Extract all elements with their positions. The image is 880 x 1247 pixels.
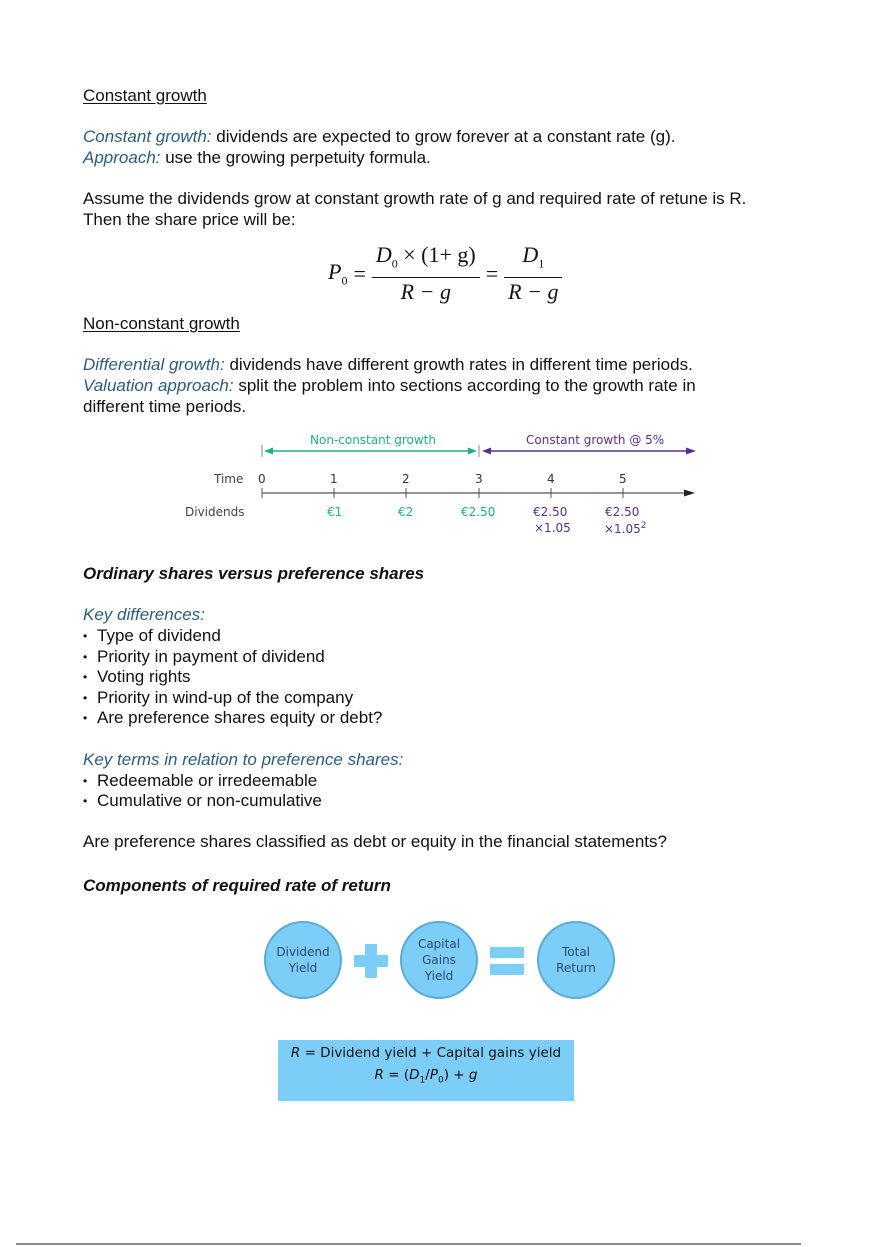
section-heading-non-constant-growth: Non-constant growth xyxy=(83,314,240,333)
differential-growth-definition xyxy=(83,354,693,375)
formula-fraction-1: $\frac{D_0 \times (1+ g)}{R - g}$ xyxy=(372,243,480,304)
formula-line-2: $R = (D_1/P_0) + g$ xyxy=(374,1067,478,1086)
dividend-1: €1 xyxy=(327,505,343,519)
bullet-icon: • xyxy=(83,629,88,643)
definition-label: Constant growth: xyxy=(83,127,212,146)
multiplier-5: $\times 1.05^2$ xyxy=(604,521,647,536)
section-heading-constant-growth: Constant growth xyxy=(83,86,207,105)
list-item: • Priority in wind-up of the company xyxy=(83,688,354,707)
list-item: • Are preference shares equity or debt? xyxy=(83,708,383,727)
time-tick-0: 0 xyxy=(258,472,266,486)
differential-growth-label: Differential growth: xyxy=(83,355,225,374)
total-return-circle: Total Return xyxy=(537,921,615,999)
differential-growth-text: dividends have different growth rates in different time periods. xyxy=(224,355,693,374)
dividend-5: €2.50 xyxy=(605,505,640,519)
time-tick-5: 5 xyxy=(619,472,627,486)
dividends-row-label: Dividends xyxy=(185,505,245,519)
equals-sign: = xyxy=(353,260,366,286)
key-terms-label: Key terms in relation to preference shares: xyxy=(83,750,404,769)
approach-label: Approach: xyxy=(83,148,161,167)
bullet-icon: • xyxy=(83,711,88,725)
valuation-approach xyxy=(83,375,696,396)
bullet-icon: • xyxy=(83,774,88,788)
time-tick-1: 1 xyxy=(330,472,338,486)
list-item: • Cumulative or non-cumulative xyxy=(83,791,322,810)
time-tick-2: 2 xyxy=(402,472,410,486)
time-tick-3: 3 xyxy=(475,472,483,486)
key-differences-label: Key differences: xyxy=(83,605,205,624)
time-tick-4: 4 xyxy=(547,472,555,486)
list-item: • Type of dividend xyxy=(83,626,221,645)
non-constant-growth-label: Non-constant growth xyxy=(310,433,436,447)
capital-gains-yield-circle: Capital Gains Yield xyxy=(400,921,478,999)
section-heading-required-return: Components of required rate of return xyxy=(83,876,391,895)
list-item: • Priority in payment of dividend xyxy=(83,647,325,666)
gordon-growth-formula xyxy=(328,243,562,304)
constant-growth-label: Constant growth @ 5% xyxy=(526,433,665,447)
plus-icon xyxy=(354,944,388,978)
constant-growth-definition xyxy=(83,126,676,147)
section-heading-shares: Ordinary shares versus preference shares xyxy=(83,564,425,583)
bullet-icon: • xyxy=(83,670,88,684)
approach-text: use the growing perpetuity formula. xyxy=(160,148,431,167)
multiplier-4: ×1.05 xyxy=(534,521,571,535)
classification-question: Are preference shares classified as debt or equity in the financial statements? xyxy=(83,832,667,851)
assumption-line-2: Then the share price will be: xyxy=(83,210,296,229)
required-return-formula-box xyxy=(278,1040,574,1101)
valuation-approach-cont: different time periods. xyxy=(83,397,247,416)
bullet-icon: • xyxy=(83,794,88,808)
page-bottom-rule xyxy=(16,1243,801,1245)
dividend-3: €2.50 xyxy=(461,505,496,519)
valuation-approach-text: split the problem into sections according to the growth rate in xyxy=(233,376,696,395)
formula-line-1: R = Dividend yield + Capital gains yield xyxy=(290,1045,562,1061)
dividend-yield-circle: Dividend Yield xyxy=(264,921,342,999)
bullet-icon: • xyxy=(83,691,88,705)
dividend-timeline-diagram xyxy=(170,428,710,540)
assumption-line-1: Assume the dividends grow at constant growth rate of g and required rate of retune is R. xyxy=(83,189,747,208)
valuation-approach-label: Valuation approach: xyxy=(83,376,234,395)
formula-fraction-2: $\frac{D_1}{R - g}$ xyxy=(504,243,562,304)
definition-text: dividends are expected to grow forever at a constant rate (g). xyxy=(211,127,676,146)
dividend-2: €2 xyxy=(398,505,414,519)
formula-lhs: $P_0$ xyxy=(328,259,348,288)
equals-sign: = xyxy=(485,260,499,286)
equals-icon xyxy=(490,947,524,977)
constant-growth-approach xyxy=(83,147,431,168)
dividend-4: €2.50 xyxy=(533,505,568,519)
list-item: • Redeemable or irredeemable xyxy=(83,771,318,790)
list-item: • Voting rights xyxy=(83,667,191,686)
time-axis-label: Time xyxy=(214,472,244,486)
bullet-icon: • xyxy=(83,650,88,664)
